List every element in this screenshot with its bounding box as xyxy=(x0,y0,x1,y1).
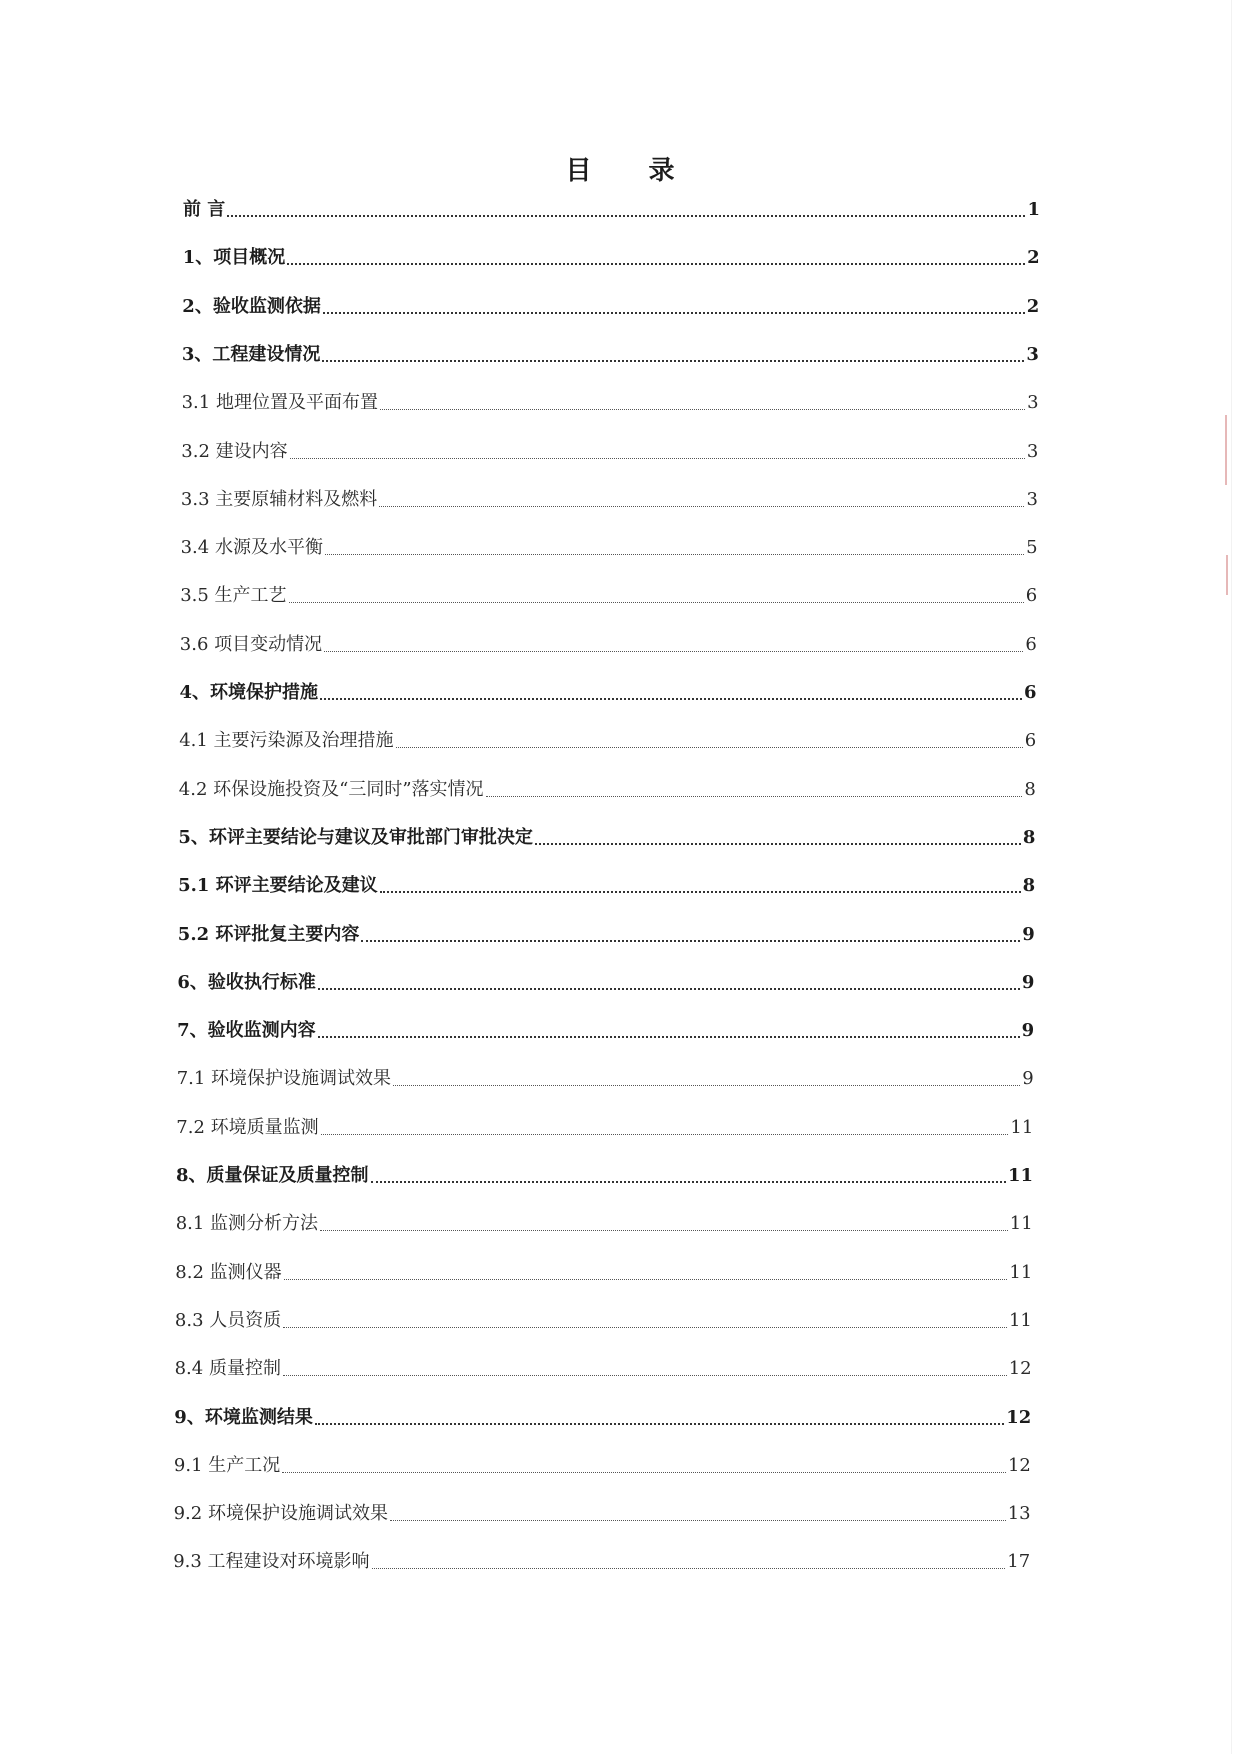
toc-entry[interactable] xyxy=(178,918,1035,946)
toc-dot-leader xyxy=(396,747,1023,748)
toc-entry-page-number: 9 xyxy=(1021,1020,1035,1042)
toc-entry-label: 8.1 监测分析方法 xyxy=(175,1213,319,1235)
toc-dot-leader xyxy=(371,1181,1006,1183)
toc-entry-label: 3.3 主要原辅材料及燃料 xyxy=(180,488,378,510)
toc-entry-label: 5.1 环评主要结论及建议 xyxy=(178,875,378,897)
toc-entry[interactable] xyxy=(173,1545,1030,1573)
toc-entry-label: 3.2 建设内容 xyxy=(181,440,288,462)
toc-entry-page-number: 2 xyxy=(1027,247,1040,269)
toc-dot-leader xyxy=(324,651,1023,652)
toc-dot-leader xyxy=(320,698,1022,700)
toc-entry-page-number: 9 xyxy=(1022,1068,1034,1090)
toc-entry-label: 8.4 质量控制 xyxy=(174,1358,281,1380)
toc-entry-page-number: 13 xyxy=(1007,1503,1031,1525)
toc-dot-leader xyxy=(318,1036,1020,1038)
toc-entry-page-number: 12 xyxy=(1007,1454,1031,1476)
toc-entry[interactable] xyxy=(181,531,1038,559)
toc-entry-page-number: 6 xyxy=(1023,682,1037,703)
toc-entry-label: 5.2 环评批复主要内容 xyxy=(177,923,360,945)
toc-dot-leader xyxy=(315,1423,1004,1425)
toc-entry-page-number: 8 xyxy=(1022,875,1036,897)
toc-entry[interactable] xyxy=(177,1062,1034,1090)
toc-dot-leader xyxy=(320,1230,1008,1231)
toc-entry-page-number: 12 xyxy=(1006,1406,1032,1428)
toc-dot-leader xyxy=(325,554,1024,555)
toc-entry-page-number: 6 xyxy=(1025,585,1038,607)
toc-dot-leader xyxy=(323,312,1025,314)
toc-entry-label: 5、环评主要结论与建议及审批部门审批决定 xyxy=(178,826,533,848)
toc-entry[interactable] xyxy=(180,628,1037,656)
toc-entry-label: 7、验收监测内容 xyxy=(177,1020,316,1042)
toc-entry-label: 前 言 xyxy=(183,199,226,220)
toc-entry-page-number: 8 xyxy=(1024,778,1036,800)
toc-entry-page-number: 3 xyxy=(1027,392,1039,414)
toc-entry[interactable] xyxy=(181,435,1038,463)
toc-entry[interactable] xyxy=(180,579,1037,607)
toc-dot-leader xyxy=(486,796,1023,797)
toc-dot-leader xyxy=(282,1472,1006,1473)
toc-dot-leader xyxy=(283,1375,1007,1376)
toc-entry-label: 4、环境保护措施 xyxy=(179,682,319,703)
toc-entry[interactable] xyxy=(182,290,1039,318)
scan-edge xyxy=(1231,0,1232,1754)
toc-entry-label: 8.2 监测仪器 xyxy=(175,1261,282,1283)
toc-entry[interactable] xyxy=(182,386,1039,414)
toc-entry-label: 4.1 主要污染源及治理措施 xyxy=(179,730,394,752)
toc-entry[interactable] xyxy=(180,676,1037,704)
toc-entry[interactable] xyxy=(174,1497,1031,1525)
toc-entry[interactable] xyxy=(182,338,1039,366)
toc-entry-page-number: 9 xyxy=(1022,923,1035,945)
toc-entry-label: 1、项目概况 xyxy=(182,247,286,269)
toc-entry[interactable] xyxy=(176,1159,1033,1187)
toc-entry[interactable] xyxy=(179,724,1036,752)
toc-entry-page-number: 17 xyxy=(1007,1551,1031,1573)
toc-entry-page-number: 5 xyxy=(1026,537,1038,559)
toc-entry-label: 9.1 生产工况 xyxy=(173,1454,281,1476)
toc-entry[interactable] xyxy=(181,483,1038,511)
toc-entry-page-number: 3 xyxy=(1026,488,1038,510)
toc-entry[interactable] xyxy=(174,1449,1031,1477)
toc-dot-leader xyxy=(283,1327,1007,1328)
toc-entry-page-number: 6 xyxy=(1025,633,1037,655)
page-title: 目 录 xyxy=(565,156,699,186)
toc-dot-leader xyxy=(322,360,1024,362)
toc-entry-page-number: 1 xyxy=(1027,199,1040,220)
toc-dot-leader xyxy=(289,602,1024,603)
scan-artifact xyxy=(1226,555,1228,595)
toc-entry-page-number: 11 xyxy=(1009,1213,1033,1235)
toc-entry[interactable] xyxy=(175,1256,1032,1284)
toc-entry-page-number: 11 xyxy=(1007,1165,1033,1186)
toc-entry-page-number: 2 xyxy=(1026,295,1040,317)
toc-entry-page-number: 3 xyxy=(1026,343,1039,365)
scan-artifact xyxy=(1225,415,1227,485)
toc-entry-page-number: 12 xyxy=(1008,1358,1032,1380)
toc-dot-leader xyxy=(372,1568,1006,1569)
toc-entry-label: 6、验收执行标准 xyxy=(177,971,316,993)
toc-entry[interactable] xyxy=(177,966,1034,994)
toc-entry-label: 9.3 工程建设对环境影响 xyxy=(173,1551,370,1573)
toc-entry-page-number: 11 xyxy=(1008,1309,1032,1331)
toc-entry[interactable] xyxy=(174,1401,1031,1429)
toc-entry-label: 9.2 环境保护设施调试效果 xyxy=(173,1503,388,1525)
toc-entry[interactable] xyxy=(178,821,1035,849)
toc-entry-page-number: 6 xyxy=(1024,730,1037,752)
toc-entry[interactable] xyxy=(178,869,1035,897)
toc-entry[interactable] xyxy=(183,241,1040,269)
toc-dot-leader xyxy=(393,1085,1020,1086)
toc-entry-label: 2、验收监测依据 xyxy=(182,295,321,317)
toc-entry-label: 4.2 环保设施投资及“三同时”落实情况 xyxy=(178,778,484,800)
toc-entry-page-number: 8 xyxy=(1022,826,1036,848)
toc-entry-label: 3.5 生产工艺 xyxy=(180,585,287,607)
toc-entry-label: 3.1 地理位置及平面布置 xyxy=(181,392,378,414)
toc-entry-label: 8.3 人员资质 xyxy=(174,1309,282,1331)
toc-dot-leader xyxy=(227,215,1025,217)
toc-entry-label: 7.1 环境保护设施调试效果 xyxy=(176,1068,392,1090)
toc-entry[interactable] xyxy=(177,1014,1034,1042)
toc-entry[interactable] xyxy=(183,193,1040,221)
toc-dot-leader xyxy=(379,506,1024,507)
toc-entry-page-number: 11 xyxy=(1010,1116,1034,1138)
toc-dot-leader xyxy=(287,263,1025,265)
toc-entry-label: 3、工程建设情况 xyxy=(181,343,321,365)
toc-entry-page-number: 9 xyxy=(1021,971,1035,993)
toc-entry[interactable] xyxy=(175,1352,1032,1380)
toc-dot-leader xyxy=(390,1520,1006,1521)
toc-dot-leader xyxy=(318,988,1020,990)
toc-dot-leader xyxy=(284,1279,1008,1280)
toc-entry-label: 3.6 项目变动情况 xyxy=(179,633,323,655)
toc-dot-leader xyxy=(361,940,1020,942)
toc-dot-leader xyxy=(380,891,1021,893)
toc-dot-leader xyxy=(380,409,1025,410)
toc-entry-label: 8、质量保证及质量控制 xyxy=(176,1165,369,1186)
toc-entry-label: 3.4 水源及水平衡 xyxy=(180,537,323,559)
toc-dot-leader xyxy=(290,458,1025,459)
toc-entry[interactable] xyxy=(179,773,1036,801)
toc-entry-page-number: 3 xyxy=(1026,440,1039,462)
toc-entry[interactable] xyxy=(175,1304,1032,1332)
toc-dot-leader xyxy=(535,843,1021,845)
toc-entry[interactable] xyxy=(176,1111,1033,1139)
toc-entry[interactable] xyxy=(176,1207,1033,1235)
toc-entry-label: 9、环境监测结果 xyxy=(174,1406,313,1428)
toc-entry-page-number: 11 xyxy=(1009,1261,1033,1283)
toc-dot-leader xyxy=(321,1134,1009,1135)
toc-entry-label: 7.2 环境质量监测 xyxy=(176,1116,319,1138)
